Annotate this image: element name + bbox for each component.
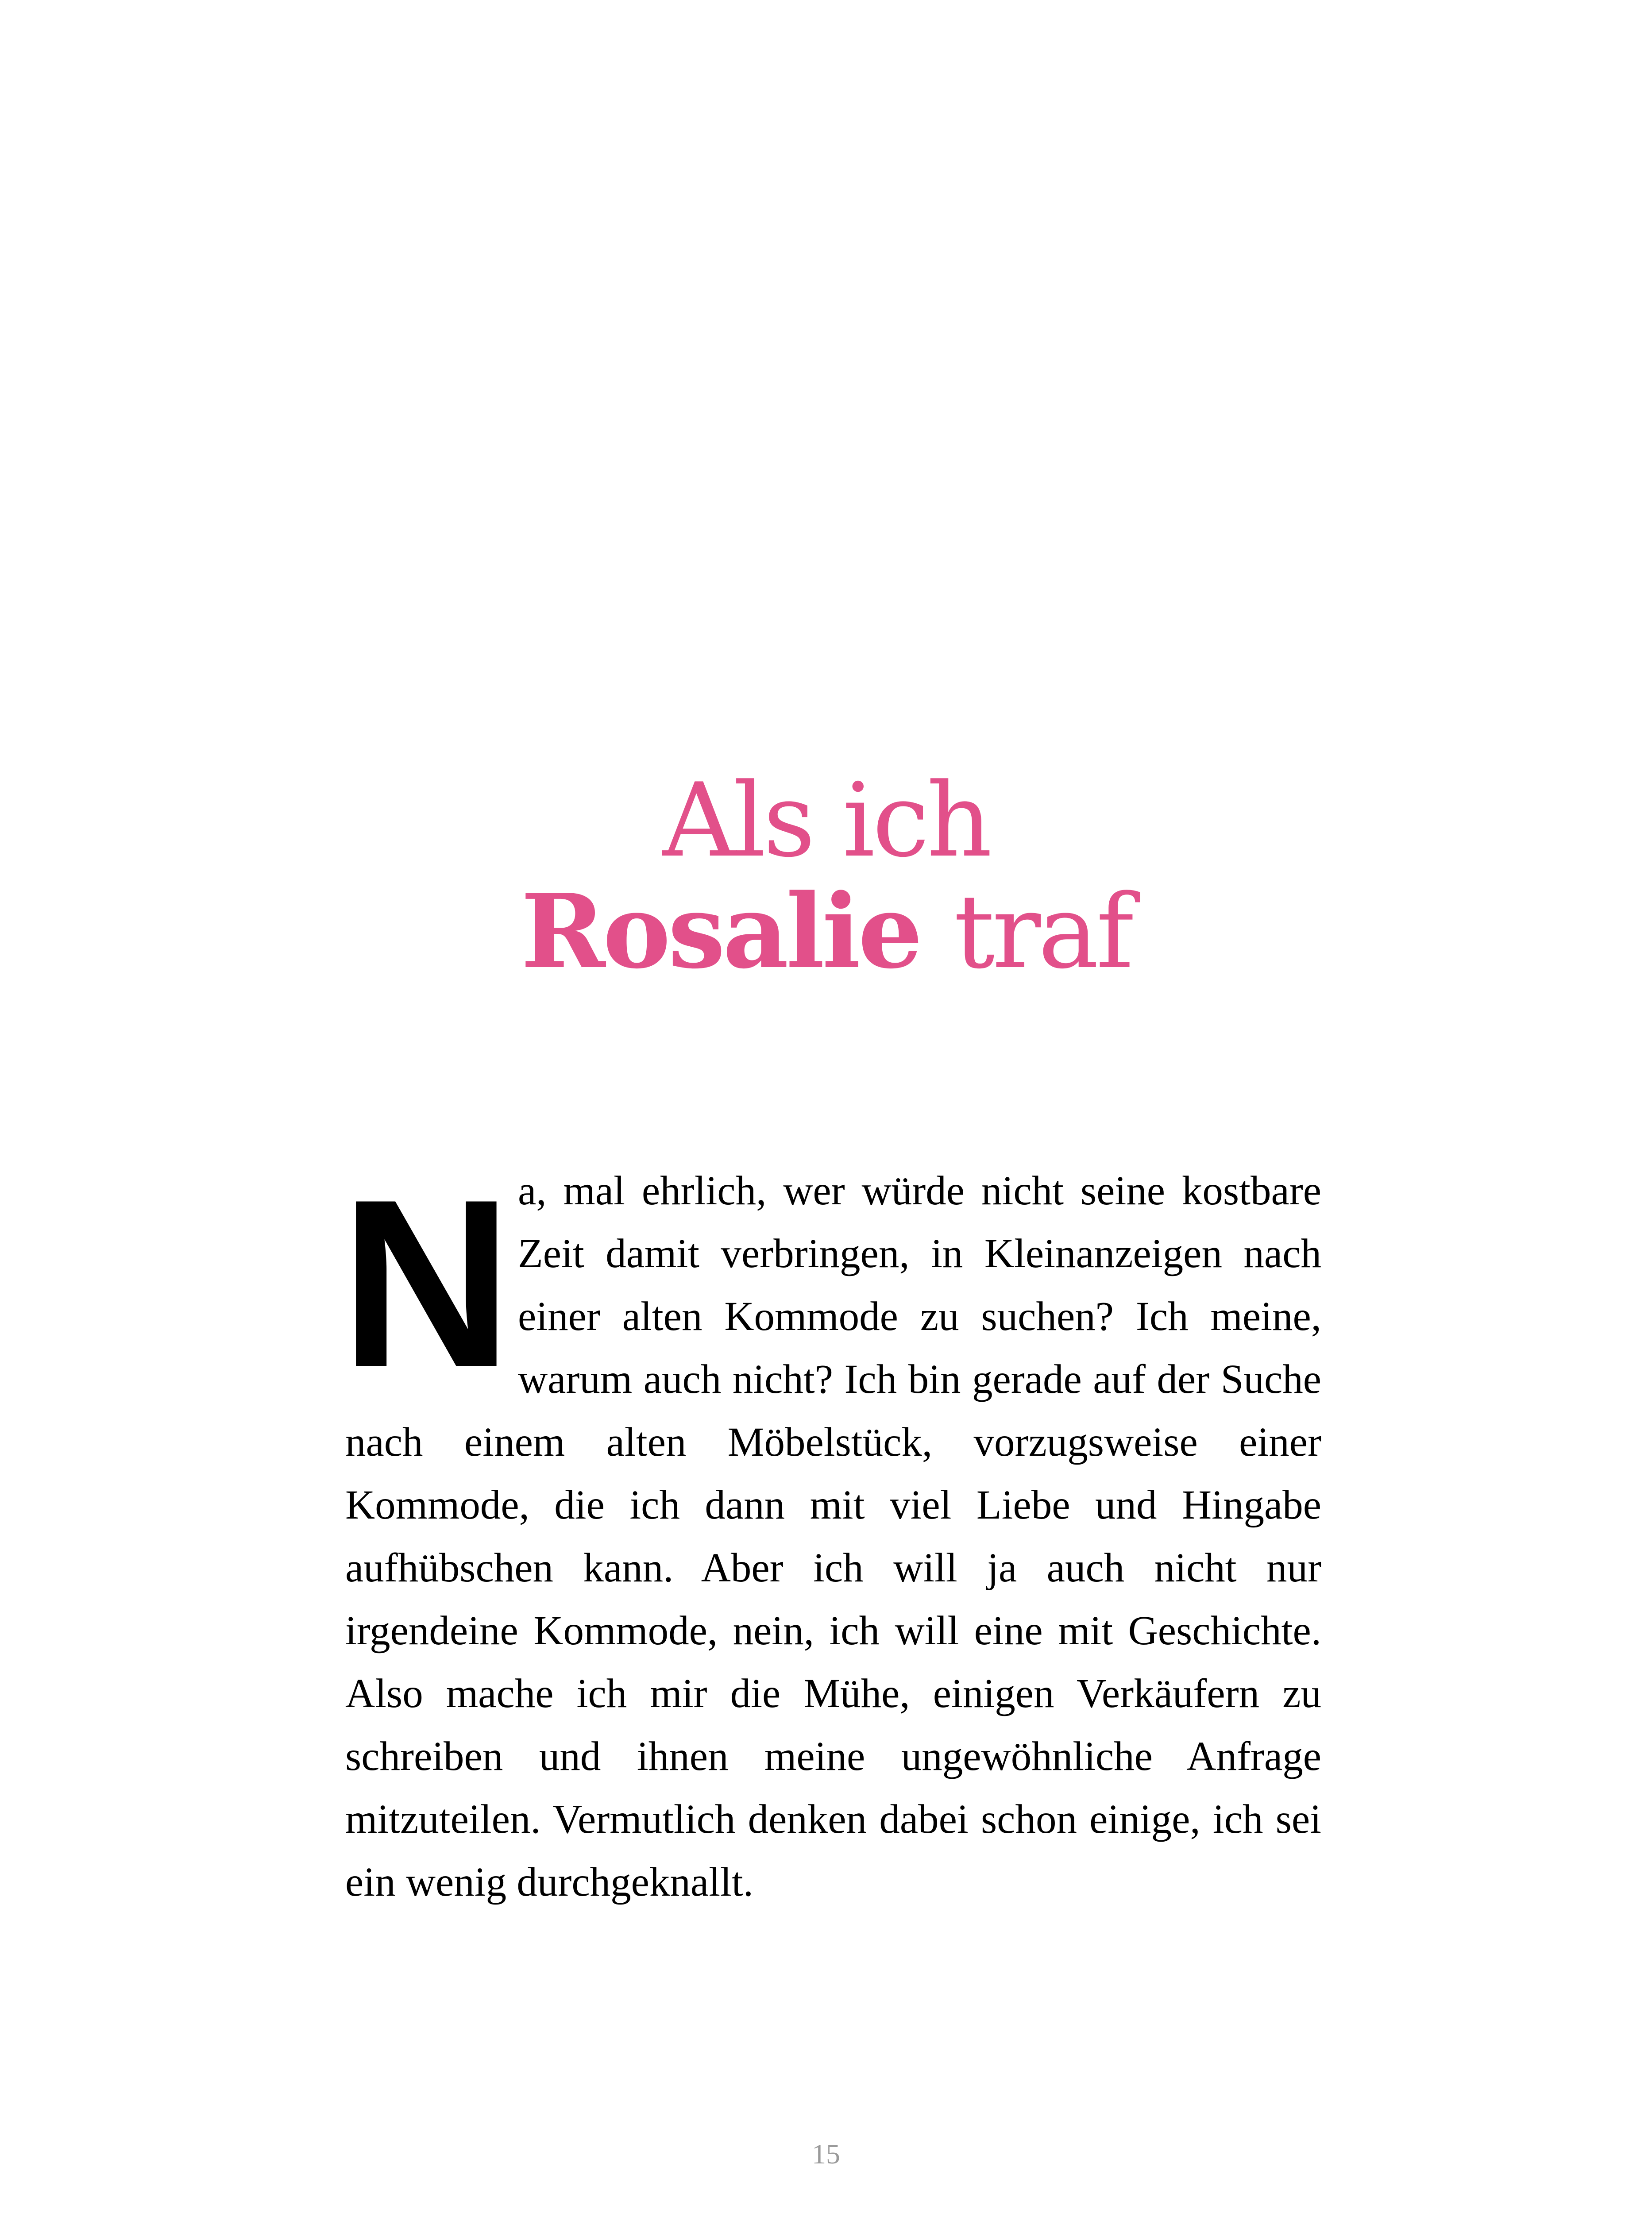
drop-cap: N — [340, 1150, 508, 1417]
paragraph-text: a, mal ehrlich, wer würde nicht seine kostbare Zeit damit verbringen, in Kleinanzeigen nach einer alten Kommode zu suchen? Ich meine, warum auch nicht? Ich bin gerade auf der Suche nach einem alten Möbelstück, vorzugsweise einer Kommode, die ich dann mit viel Liebe und Hingabe aufhübschen kann. Aber ich will ja auch nicht nur irgendeine Kommode, nein, ich will eine mit Geschichte. Also mache ich mir die Mühe, einigen Verkäufern zu schreiben und ihnen meine ungewöhnliche Anfrage mitzuteilen. Vermutlich denken dabei schon einige, ich sei ein wenig durchgeknallt. — [345, 1168, 1321, 1905]
chapter-title-line2 — [0, 872, 1652, 991]
chapter-title-verb: traf — [953, 873, 1131, 991]
chapter-title-name: Rosalie — [521, 872, 920, 991]
chapter-title-als-ich: Als ich — [662, 762, 990, 880]
chapter-title-line1 — [0, 762, 1652, 880]
page-number: 15 — [812, 2138, 840, 2170]
chapter-body-paragraph — [340, 1150, 1321, 1914]
